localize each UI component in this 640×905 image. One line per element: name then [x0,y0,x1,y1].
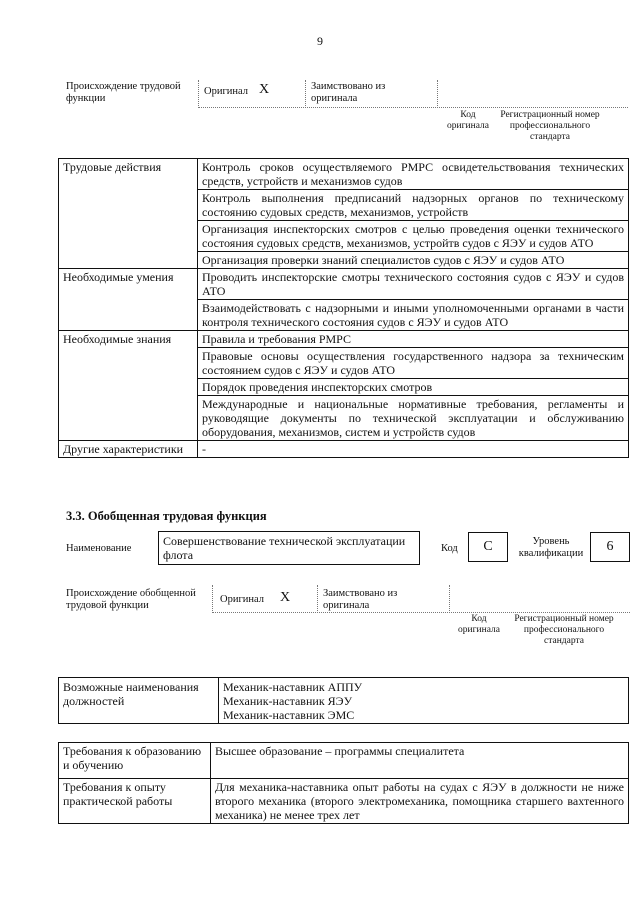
position-item: Механик-наставник АППУ [223,680,363,694]
code-caption: Код оригинала [447,110,489,131]
table-cell: Высшее образование – программы специалитета [211,743,629,779]
row-label: Трудовые действия [59,159,198,269]
row-label: Возможные наименования должностей [59,678,219,724]
position-item: Механик-наставник ЯЭУ [223,694,353,708]
row-label: Другие характеристики [59,441,198,458]
section-title: 3.3. Обобщенная трудовая функция [66,509,267,523]
row-label: Необходимые умения [59,269,198,331]
original-mark: X [280,590,291,605]
level-label: Уровень квалификации [518,536,584,559]
table-cell: Для механика-наставника опыт работы на судах с ЯЭУ в должности не ниже второго механика (второго электромеханика, помощника старшего вахтенного механика) не менее трех лет [211,779,629,824]
table-cell: Проводить инспекторские смотры технического состояния судов с ЯЭУ и судов АТО [198,269,629,300]
table-cell: Международные и национальные нормативные требования, регламенты и руководящие документы по технической эксплуатации и обслуживанию оборудования, механизмов, систем и устройств судов [198,396,629,441]
row-label: Необходимые знания [59,331,198,441]
origin-label: Происхождение обобщенной трудовой функции [66,588,196,611]
original-label: Оригинал [204,86,248,97]
table-row [59,331,629,348]
row-label: Требования к опыту практической работы [59,779,211,824]
table-cell [219,678,629,724]
row-label: Требования к образованию и обучению [59,743,211,779]
table-row [59,743,629,779]
table-cell: Правила и требования РМРС [198,331,629,348]
table-cell: - [198,441,629,458]
requirements-table [58,742,629,824]
table-row [59,269,629,300]
table-cell: Порядок проведения инспекторских смотров [198,379,629,396]
table-row [59,159,629,190]
name-value: Совершенствование технической эксплуатации флота [158,531,420,565]
borrowed-label: Заимствовано из оригинала [311,81,386,104]
reg-caption: Регистрационный номер профессионального стандарта [514,614,614,646]
table-row [59,678,629,724]
code-caption: Код оригинала [458,614,500,635]
table-row [59,779,629,824]
borrowed-label: Заимствовано из оригинала [323,588,398,611]
original-mark: X [259,82,270,97]
labor-function-table [58,158,629,458]
name-label: Наименование [66,543,132,554]
table-cell: Взаимодействовать с надзорными и иными уполномоченными органами в части контроля технического состояния судов с ЯЭУ и судов АТО [198,300,629,331]
positions-table [58,677,629,724]
origin-label: Происхождение трудовой функции [66,81,181,104]
position-item: Механик-наставник ЭМС [223,708,355,722]
page-number: 9 [317,34,323,48]
code-label: Код [441,543,458,554]
table-cell: Организация проверки знаний специалистов судов с ЯЭУ и судов АТО [198,252,629,269]
table-cell: Контроль выполнения предписаний надзорных органов по техническому состоянию судовых средств, механизмов, устройств [198,190,629,221]
table-cell: Правовые основы осуществления государственного надзора за техническим состоянием судов с ЯЭУ и судов АТО [198,348,629,379]
table-cell: Контроль сроков осуществляемого РМРС освидетельствования технических средств, устройств и механизмов судов [198,159,629,190]
level-value: 6 [590,532,630,562]
table-row [59,441,629,458]
original-label: Оригинал [220,594,264,605]
code-value: С [468,532,508,562]
reg-caption: Регистрационный номер профессионального стандарта [500,110,600,142]
table-cell: Организация инспекторских смотров с целью проведения оценки технического состояния судовых средств, механизмов, устройтв судов с ЯЭУ и судов АТО [198,221,629,252]
